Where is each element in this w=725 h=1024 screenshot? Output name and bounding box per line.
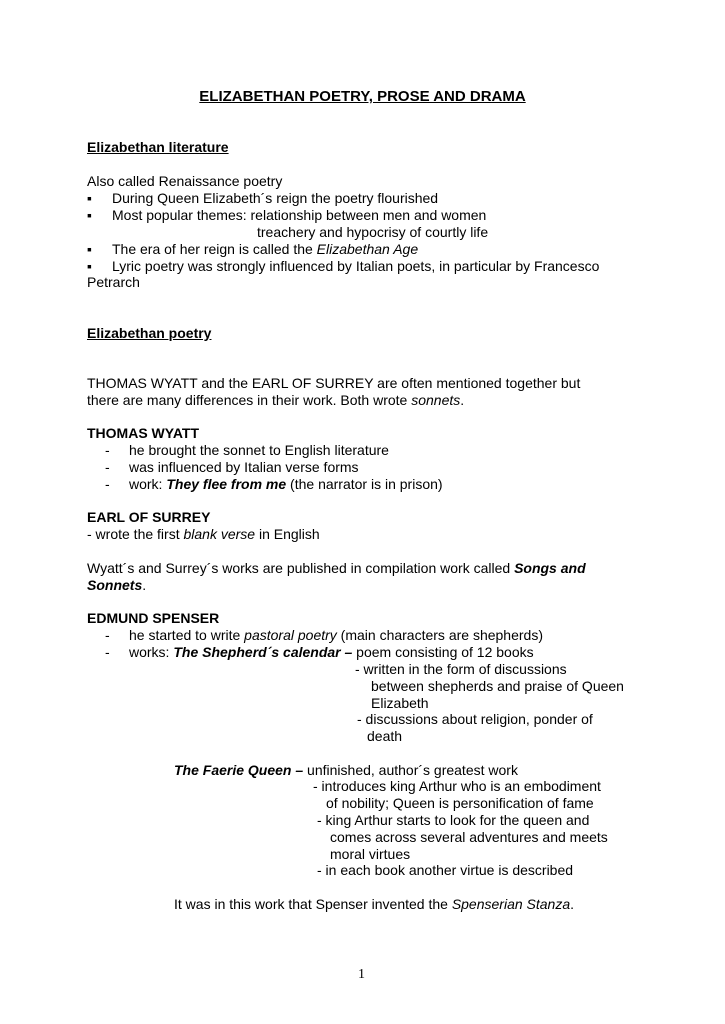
- bullet-item: [87, 207, 486, 224]
- bullet-text: Lyric poetry was strongly influenced by Italian poets, in particular by Francesco: [112, 258, 600, 274]
- surrey-text: in English: [255, 526, 320, 542]
- songs-text: Wyatt´s and Surrey´s works are published in compilation work called: [87, 560, 515, 576]
- section-heading-elizabethan-literature: Elizabethan literature: [87, 139, 229, 155]
- bullet-item: [87, 190, 438, 207]
- work-title: Songs and: [514, 560, 586, 576]
- page-number: 1: [358, 967, 365, 982]
- dash-emphasis: pastoral poetry: [244, 627, 337, 643]
- bullet-icon: ▪: [87, 258, 92, 274]
- dash-text: he brought the sonnet to English literature: [129, 442, 389, 458]
- dash-text: (main characters are shepherds): [336, 627, 543, 643]
- bullet-text: Most popular themes: relationship between men and women: [112, 207, 487, 223]
- bullet-text: The era of her reign is called the: [112, 241, 317, 257]
- stanza-emphasis: Spenserian Stanza: [451, 896, 571, 912]
- faerie-queen-note: of nobility; Queen is personification of fame: [326, 795, 594, 811]
- dash-marker: -: [105, 442, 110, 458]
- stanza-line: [174, 896, 574, 913]
- paragraph-line: THOMAS WYATT and the EARL OF SURREY are often mentioned together but: [87, 375, 581, 391]
- dash-item: [105, 442, 389, 459]
- dash-text: works:: [129, 644, 174, 660]
- calendar-note: - written in the form of discussions: [355, 661, 567, 677]
- surrey-line: [87, 526, 320, 543]
- dash-text: (the narrator is in prison): [286, 476, 443, 492]
- dash-marker: -: [105, 627, 110, 643]
- dash-text: poem consisting of 12 books: [352, 644, 534, 660]
- work-title: Sonnets: [87, 577, 143, 593]
- dash-item: [105, 627, 543, 644]
- bullet-text-emphasis: Elizabethan Age: [316, 241, 419, 257]
- bullet-continuation: Petrarch: [87, 274, 140, 290]
- work-title: They flee from me: [166, 476, 287, 492]
- songs-line: [87, 560, 586, 577]
- calendar-note: - discussions about religion, ponder of: [357, 711, 593, 727]
- bullet-item: [87, 258, 599, 275]
- songs-line: [87, 577, 146, 594]
- bullet-continuation: treachery and hypocrisy of courtly life: [257, 224, 489, 240]
- heading-earl-of-surrey: EARL OF SURREY: [87, 509, 211, 525]
- surrey-text: - wrote the first: [87, 526, 184, 542]
- bullet-item: [87, 241, 418, 258]
- bullet-icon: ▪: [87, 241, 92, 257]
- calendar-note: death: [367, 728, 403, 744]
- page-title: ELIZABETHAN POETRY, PROSE AND DRAMA: [199, 88, 526, 105]
- dash-marker: -: [105, 476, 110, 492]
- dash-text: was influenced by Italian verse forms: [129, 459, 359, 475]
- paragraph-text: .: [460, 392, 465, 408]
- paragraph-line: [87, 392, 464, 409]
- faerie-queen-note: - in each book another virtue is described: [317, 862, 574, 878]
- faerie-queen-line: [174, 762, 518, 779]
- bullet-text: During Queen Elizabeth´s reign the poetry flourished: [112, 190, 439, 206]
- heading-edmund-spenser: EDMUND SPENSER: [87, 610, 220, 626]
- heading-thomas-wyatt: THOMAS WYATT: [87, 425, 199, 441]
- dash-item: [105, 644, 534, 661]
- faerie-queen-note: - introduces king Arthur who is an embodiment: [313, 778, 601, 794]
- dash-marker: -: [105, 459, 110, 475]
- calendar-note: Elizabeth: [371, 695, 429, 711]
- faerie-queen-text: unfinished, author´s greatest work: [303, 762, 518, 778]
- dash-marker: -: [105, 644, 110, 660]
- work-title: The Faerie Queen –: [174, 762, 304, 778]
- surrey-emphasis: blank verse: [183, 526, 256, 542]
- dash-item: [105, 459, 359, 476]
- intro-line: Also called Renaissance poetry: [87, 173, 283, 189]
- faerie-queen-note: comes across several adventures and meets: [330, 829, 608, 845]
- stanza-text: .: [570, 896, 575, 912]
- work-title: The Shepherd´s calendar –: [173, 644, 353, 660]
- dash-text: work:: [129, 476, 167, 492]
- paragraph-text: there are many differences in their work. Both wrote: [87, 392, 412, 408]
- stanza-text: It was in this work that Spenser invented the: [174, 896, 452, 912]
- dash-text: he started to write: [129, 627, 245, 643]
- section-heading-elizabethan-poetry: Elizabethan poetry: [87, 325, 212, 341]
- paragraph-emphasis: sonnets: [411, 392, 461, 408]
- faerie-queen-note: - king Arthur starts to look for the queen and: [317, 812, 590, 828]
- dash-item: [105, 476, 443, 493]
- bullet-icon: ▪: [87, 207, 92, 223]
- calendar-note: between shepherds and praise of Queen: [371, 678, 624, 694]
- bullet-icon: ▪: [87, 190, 92, 206]
- faerie-queen-note: moral virtues: [330, 846, 411, 862]
- songs-text: .: [142, 577, 147, 593]
